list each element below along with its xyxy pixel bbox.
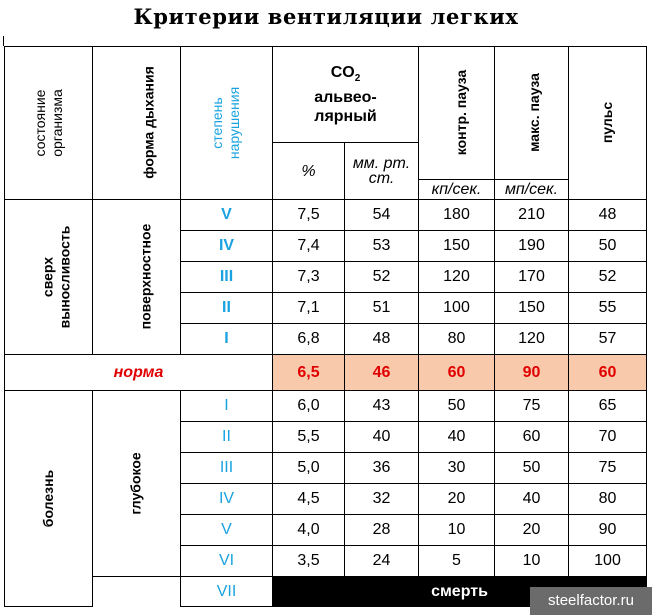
co2-pct-cell: 5,0 bbox=[273, 453, 345, 484]
degree-cell: VI bbox=[181, 546, 273, 577]
degree-cell: II bbox=[181, 293, 273, 324]
degree-cell: IV bbox=[181, 231, 273, 262]
co2-pct-cell: 7,4 bbox=[273, 231, 345, 262]
max-pause-cell: 75 bbox=[495, 391, 569, 422]
pulse-cell: 80 bbox=[569, 484, 647, 515]
header-state-line2: организма bbox=[48, 88, 65, 157]
blank-cell bbox=[93, 577, 181, 607]
co2-pct-cell: 4,0 bbox=[273, 515, 345, 546]
co2-mm-cell: 51 bbox=[345, 293, 419, 324]
degree-cell: III bbox=[181, 453, 273, 484]
pulse-cell: 57 bbox=[569, 324, 647, 355]
control-pause-cell: 80 bbox=[419, 324, 495, 355]
degree-cell: IV bbox=[181, 484, 273, 515]
max-pause-cell: 10 bbox=[495, 546, 569, 577]
co2-mm-cell: 53 bbox=[345, 231, 419, 262]
pulse-cell: 100 bbox=[569, 546, 647, 577]
header-control-unit: кп/сек. bbox=[419, 180, 495, 200]
pulse-cell: 55 bbox=[569, 293, 647, 324]
max-pause-cell: 150 bbox=[495, 293, 569, 324]
co2-symbol: CO bbox=[330, 63, 355, 81]
header-control-pause bbox=[419, 47, 495, 180]
co2-mm-cell: 54 bbox=[345, 200, 419, 231]
control-pause-cell: 50 bbox=[419, 391, 495, 422]
pulse-cell: 50 bbox=[569, 231, 647, 262]
co2-pct-cell: 7,5 bbox=[273, 200, 345, 231]
co2-mm-cell: 43 bbox=[345, 391, 419, 422]
co2-line1: альвео- bbox=[314, 89, 377, 107]
header-max-unit: мп/сек. bbox=[495, 180, 569, 200]
degree-cell: I bbox=[181, 391, 273, 422]
max-pause-cell: 20 bbox=[495, 515, 569, 546]
max-pause-cell: 170 bbox=[495, 262, 569, 293]
co2-mm-cell: 40 bbox=[345, 422, 419, 453]
pulse-cell: 65 bbox=[569, 391, 647, 422]
co2-mm-cell: 28 bbox=[345, 515, 419, 546]
control-pause-cell: 10 bbox=[419, 515, 495, 546]
degree-cell: V bbox=[181, 200, 273, 231]
co2-pct-cell: 7,3 bbox=[273, 262, 345, 293]
co2-pct-cell: 4,5 bbox=[273, 484, 345, 515]
header-state-line1: состояние bbox=[31, 89, 48, 156]
header-breath-form bbox=[93, 47, 181, 200]
control-pause-cell: 100 bbox=[419, 293, 495, 324]
control-pause-cell: 20 bbox=[419, 484, 495, 515]
page-title: Критерии вентиляции легких bbox=[133, 4, 519, 29]
co2-pct-cell: 6,0 bbox=[273, 391, 345, 422]
header-max-pause bbox=[495, 47, 569, 180]
control-pause-cell: 150 bbox=[419, 231, 495, 262]
co2-pct-cell: 3,5 bbox=[273, 546, 345, 577]
header-co2-percent bbox=[273, 143, 345, 200]
degree-cell: III bbox=[181, 262, 273, 293]
degree-cell: V bbox=[181, 515, 273, 546]
co2-mm-cell: 52 bbox=[345, 262, 419, 293]
co2-mm-line1: мм. рт. bbox=[352, 155, 411, 172]
co2-subscript: 2 bbox=[354, 73, 361, 85]
co2-mm-cell: 48 bbox=[345, 324, 419, 355]
norm-control-pause: 60 bbox=[419, 355, 495, 391]
state-upper-line2: выносливость bbox=[56, 225, 73, 328]
header-control-pause-text: контр. пауза bbox=[453, 69, 470, 156]
pulse-cell: 70 bbox=[569, 422, 647, 453]
control-pause-cell: 5 bbox=[419, 546, 495, 577]
breath-form-lower-text: глубокое bbox=[128, 451, 144, 515]
ventilation-criteria-table bbox=[4, 46, 647, 607]
state-upper-line1: сверх bbox=[39, 256, 56, 297]
degree-cell: VII bbox=[181, 577, 273, 607]
max-pause-cell: 120 bbox=[495, 324, 569, 355]
co2-line2: лярный bbox=[314, 108, 377, 126]
norm-label: норма bbox=[5, 355, 273, 391]
header-state-text bbox=[31, 89, 65, 157]
co2-mm-cell: 32 bbox=[345, 484, 419, 515]
co2-pct-cell: 6,8 bbox=[273, 324, 345, 355]
header-max-pause-text: макс. пауза bbox=[525, 73, 542, 152]
pulse-cell: 52 bbox=[569, 262, 647, 293]
control-pause-cell: 40 bbox=[419, 422, 495, 453]
norm-pulse: 60 bbox=[569, 355, 647, 391]
norm-row bbox=[5, 355, 647, 391]
state-upper-text bbox=[39, 225, 73, 328]
pulse-cell: 48 bbox=[569, 200, 647, 231]
degree-cell: II bbox=[181, 422, 273, 453]
state-upper bbox=[5, 200, 93, 355]
header-degree bbox=[181, 47, 273, 200]
max-pause-cell: 60 bbox=[495, 422, 569, 453]
norm-max-pause: 90 bbox=[495, 355, 569, 391]
breath-form-lower bbox=[93, 391, 181, 577]
state-lower-text: болезнь bbox=[40, 469, 56, 527]
header-degree-text bbox=[209, 86, 243, 158]
breath-form-upper bbox=[93, 200, 181, 355]
header-state bbox=[5, 47, 93, 200]
corner-mark bbox=[3, 36, 4, 46]
co2-mm-line2: ст. bbox=[368, 170, 395, 187]
norm-co2-mm: 46 bbox=[345, 355, 419, 391]
state-lower bbox=[5, 391, 93, 607]
control-pause-cell: 120 bbox=[419, 262, 495, 293]
norm-co2-pct: 6,5 bbox=[273, 355, 345, 391]
co2-pct-cell: 7,1 bbox=[273, 293, 345, 324]
max-pause-cell: 50 bbox=[495, 453, 569, 484]
header-degree-line1: степень bbox=[209, 96, 226, 149]
death-banner: смерть bbox=[273, 577, 647, 607]
header-co2-mm bbox=[345, 143, 419, 200]
co2-mm-cell: 24 bbox=[345, 546, 419, 577]
co2-percent-text: % bbox=[301, 162, 316, 180]
control-pause-cell: 30 bbox=[419, 453, 495, 484]
max-pause-cell: 190 bbox=[495, 231, 569, 262]
co2-mm-cell: 36 bbox=[345, 453, 419, 484]
pulse-cell: 90 bbox=[569, 515, 647, 546]
header-pulse bbox=[569, 47, 647, 200]
pulse-cell: 75 bbox=[569, 453, 647, 484]
table-row bbox=[5, 200, 647, 231]
header-co2 bbox=[273, 47, 419, 143]
header-degree-line2: нарушения bbox=[226, 86, 243, 159]
co2-pct-cell: 5,5 bbox=[273, 422, 345, 453]
max-pause-cell: 210 bbox=[495, 200, 569, 231]
watermark: steelfactor.ru bbox=[530, 587, 652, 615]
control-pause-cell: 180 bbox=[419, 200, 495, 231]
breath-form-upper-text: поверхностное bbox=[137, 223, 154, 330]
degree-cell: I bbox=[181, 324, 273, 355]
max-pause-cell: 40 bbox=[495, 484, 569, 515]
header-breath-form-text: форма дыхания bbox=[140, 66, 157, 179]
table-row bbox=[5, 391, 647, 422]
header-pulse-text: пульс bbox=[599, 101, 615, 144]
